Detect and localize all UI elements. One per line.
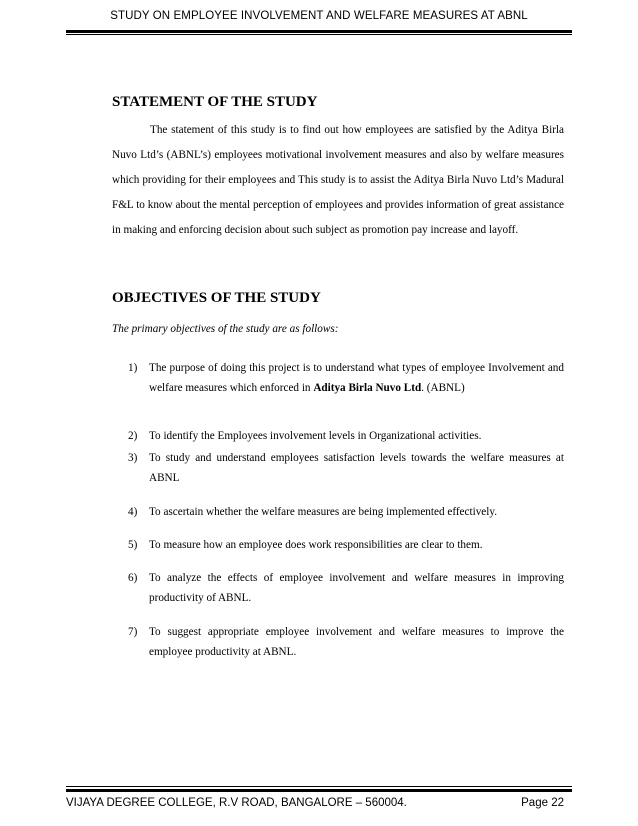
objective-number: 3) — [128, 452, 138, 464]
objective-number: 6) — [128, 572, 138, 584]
objective-item-2 — [128, 426, 564, 446]
page-header: STUDY ON EMPLOYEE INVOLVEMENT AND WELFARE MEASURES AT ABNL — [110, 10, 528, 22]
objective-text: To analyze the effects of employee involvement and welfare measures in improving productivity of ABNL. — [149, 572, 564, 604]
footer-rule-thin — [66, 786, 572, 787]
objective-number: 4) — [128, 506, 138, 518]
statement-paragraph — [112, 118, 564, 243]
footer-rule — [66, 789, 572, 792]
objective-text: The purpose of doing this project is to understand what types of employee Involvement and welfare measures which enforced in — [149, 362, 564, 394]
statement-body: The statement of this study is to find out how employees are satisfied by the Aditya Birla Nuvo Ltd’s (ABNL’s) employees motivational involvement measures and also by welfare measures which providing for their employees and This study is to assist the Aditya Birla Nuvo Ltd’s Madural F&L to know about the mental perception of employees and provides information of great assistance in making and enforcing decision about such subject as promotion pay increase and layoff. — [112, 124, 564, 236]
footer-college: VIJAYA DEGREE COLLEGE, R.V ROAD, BANGALORE – 560004. — [66, 797, 407, 809]
company-name-bold: Aditya Birla Nuvo Ltd — [313, 382, 422, 394]
objective-item-1 — [128, 358, 564, 398]
objective-text: To identify the Employees involvement levels in Organizational activities. — [149, 430, 482, 442]
objectives-heading: OBJECTIVES OF THE STUDY — [112, 290, 321, 306]
objective-text: To suggest appropriate employee involvement and welfare measures to improve the employee productivity at ABNL. — [149, 626, 564, 658]
objective-number: 5) — [128, 539, 138, 551]
header-rule — [66, 30, 572, 33]
objective-item-5 — [128, 535, 564, 555]
objective-number: 7) — [128, 626, 138, 638]
objective-item-4 — [128, 502, 564, 522]
objectives-intro: The primary objectives of the study are as follows: — [112, 323, 339, 335]
page-number: Page 22 — [521, 797, 564, 809]
objective-item-3 — [128, 448, 564, 488]
objective-text: To measure how an employee does work responsibilities are clear to them. — [149, 539, 483, 551]
objective-text: To study and understand employees satisfaction levels towards the welfare measures at ABNL — [149, 452, 564, 484]
objective-number: 2) — [128, 430, 138, 442]
objective-number: 1) — [128, 362, 138, 374]
statement-heading: STATEMENT OF THE STUDY — [112, 94, 318, 110]
objective-text-tail: . (ABNL) — [421, 382, 465, 394]
objective-item-6 — [128, 568, 564, 608]
objective-item-7 — [128, 622, 564, 662]
objective-text: To ascertain whether the welfare measures are being implemented effectively. — [149, 506, 498, 518]
header-rule-thin — [66, 34, 572, 35]
